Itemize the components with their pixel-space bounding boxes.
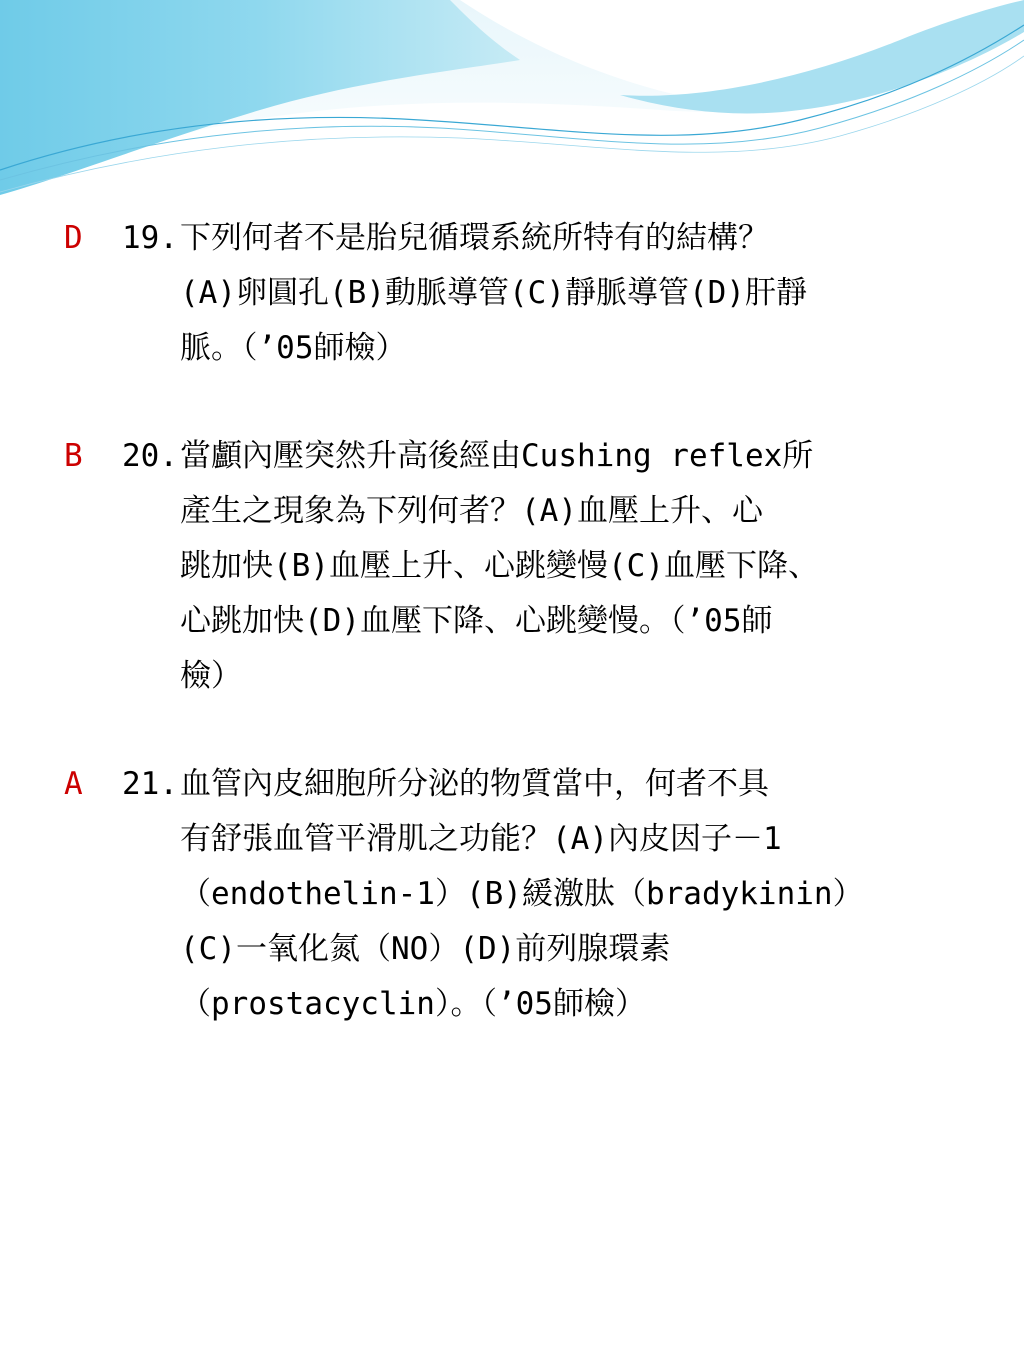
question-line: 當顱內壓突然升高後經由Cushing reflex所: [180, 438, 814, 474]
question-line: 產生之現象為下列何者？(A)血壓上升、心: [180, 493, 763, 529]
question-number: 20.: [122, 438, 178, 474]
answer-label: D: [64, 220, 83, 256]
question-line: 跳加快(B)血壓上升、心跳變慢(C)血壓下降、: [180, 548, 819, 584]
question-line: (C)一氧化氮（NO）(D)前列腺環素: [180, 931, 671, 967]
question-line: (A)卵圓孔(B)動脈導管(C)靜脈導管(D)肝靜: [180, 275, 807, 311]
question-line: 下列何者不是胎兒循環系統所特有的結構？: [180, 220, 769, 256]
question-line: 血管內皮細胞所分泌的物質當中，何者不具: [180, 766, 769, 802]
answer-label: B: [64, 438, 83, 474]
question-line: 檢）: [180, 658, 242, 694]
question-line: 有舒張血管平滑肌之功能？(A)內皮因子－1: [180, 821, 782, 857]
question-line: 心跳加快(D)血壓下降、心跳變慢。（’05師: [180, 603, 773, 639]
question-line: （endothelin-1）(B)緩激肽（bradykinin）: [180, 876, 864, 912]
question-number: 21.: [122, 766, 178, 802]
answer-label: A: [64, 766, 83, 802]
question-number: 19.: [122, 220, 178, 256]
question-line: （prostacyclin）。（’05師檢）: [180, 986, 646, 1022]
question-line: 脈。（’05師檢）: [180, 330, 407, 366]
